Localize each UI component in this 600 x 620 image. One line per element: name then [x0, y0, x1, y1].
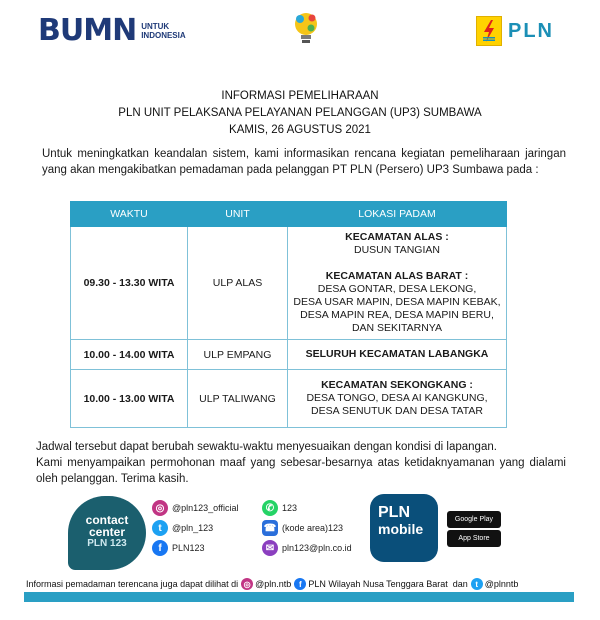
contact-twitter[interactable]: t @pln_123	[152, 520, 213, 536]
table-row	[71, 227, 507, 340]
instagram-icon: ◎	[152, 500, 168, 516]
footnote	[36, 439, 566, 487]
twitter-icon: t	[152, 520, 168, 536]
title-date: KAMIS, 26 AGUSTUS 2021	[229, 124, 371, 136]
unit-cell: ULP TALIWANG	[188, 370, 288, 428]
footnote-line-1: Jadwal tersebut dapat berubah sewaktu-waktu menyesuaikan dengan kondisi di lapangan.	[36, 441, 497, 453]
table-row	[71, 340, 507, 370]
contact-instagram[interactable]: ◎ @pln123_official	[152, 500, 239, 516]
phone-icon: ☎	[262, 520, 278, 536]
title-line-2: PLN UNIT PELAKSANA PELAYANAN PELANGGAN (UP3) SUMBAWA	[118, 107, 482, 119]
waktu-cell: 10.00 - 13.00 WITA	[71, 370, 188, 428]
waktu-cell: 09.30 - 13.30 WITA	[71, 227, 188, 340]
header-waktu: WAKTU	[71, 202, 188, 227]
footer-instagram-link[interactable]: @pln.ntb	[255, 579, 292, 589]
unit-cell: ULP ALAS	[188, 227, 288, 340]
table-header-row	[71, 202, 507, 227]
title-line-1: INFORMASI PEMELIHARAAN	[221, 90, 379, 102]
app-store-badge[interactable]: App Store	[447, 530, 501, 547]
lokasi-cell: SELURUH KECAMATAN LABANGKA	[288, 340, 507, 370]
intro-paragraph: Untuk meningkatkan keandalan sistem, kami informasikan rencana kegiatan pemeliharaan jaringan yang akan mengakibatkan pemadaman pada pelanggan PT PLN (Persero) UP3 Sumbawa pada :	[42, 148, 566, 176]
announcement-title	[0, 88, 600, 139]
pln-mobile-app-logo: PLN mobile	[370, 494, 438, 562]
contact-email[interactable]: ✉ pln123@pln.co.id	[262, 540, 352, 556]
unit-cell: ULP EMPANG	[188, 340, 288, 370]
footer-bar	[24, 592, 574, 602]
contact-whatsapp[interactable]: ✆ 123	[262, 500, 297, 516]
outage-schedule-table	[70, 201, 507, 428]
contact-center-badge: contact center PLN 123	[68, 496, 146, 570]
header-unit: UNIT	[188, 202, 288, 227]
social-media-footer: Informasi pemadaman terencana juga dapat dilihat di ◎ @pln.ntb f PLN Wilayah Nusa Tenggara Barat dan t @plnntb	[26, 579, 519, 589]
contact-facebook[interactable]: f PLN123	[152, 540, 205, 556]
email-icon: ✉	[262, 540, 278, 556]
footer-facebook-link[interactable]: PLN Wilayah Nusa Tenggara Barat	[308, 579, 448, 589]
footer-twitter-link[interactable]: @plnntb	[484, 579, 519, 589]
lightbulb-logo-icon	[290, 10, 322, 50]
whatsapp-icon: ✆	[262, 500, 278, 516]
lokasi-cell: KECAMATAN ALAS : DUSUN TANGIAN KECAMATAN ALAS BARAT : DESA GONTAR, DESA LEKONG, DESA USAR MAPIN, DESA MAPIN KEBAK, DESA MAPIN REA, DESA MAPIN BERU, DAN SEKITARNYA	[288, 227, 507, 340]
facebook-icon: f	[294, 578, 306, 590]
table-row	[71, 370, 507, 428]
pln-logo	[476, 16, 554, 46]
google-play-badge[interactable]: Google Play	[447, 511, 501, 528]
pln-logo-text: PLN	[508, 19, 554, 42]
bumn-logo	[38, 13, 186, 48]
instagram-icon: ◎	[241, 578, 253, 590]
pln-bolt-icon	[476, 16, 502, 46]
facebook-icon: f	[152, 540, 168, 556]
header-lokasi: LOKASI PADAM	[288, 202, 507, 227]
lokasi-cell: KECAMATAN SEKONGKANG : DESA TONGO, DESA AI KANGKUNG, DESA SENUTUK DAN DESA TATAR	[288, 370, 507, 428]
contact-phone[interactable]: ☎ (kode area)123	[262, 520, 343, 536]
twitter-icon: t	[471, 578, 483, 590]
footnote-line-2: Kami menyampaikan permohonan maaf yang sebesar-besarnya atas ketidaknyamanan yang dialami oleh pelanggan. Terima kasih.	[36, 457, 566, 485]
bumn-logo-subtitle: UNTUK INDONESIA	[141, 22, 186, 40]
bumn-logo-text: BUMN	[38, 13, 137, 48]
waktu-cell: 10.00 - 14.00 WITA	[71, 340, 188, 370]
